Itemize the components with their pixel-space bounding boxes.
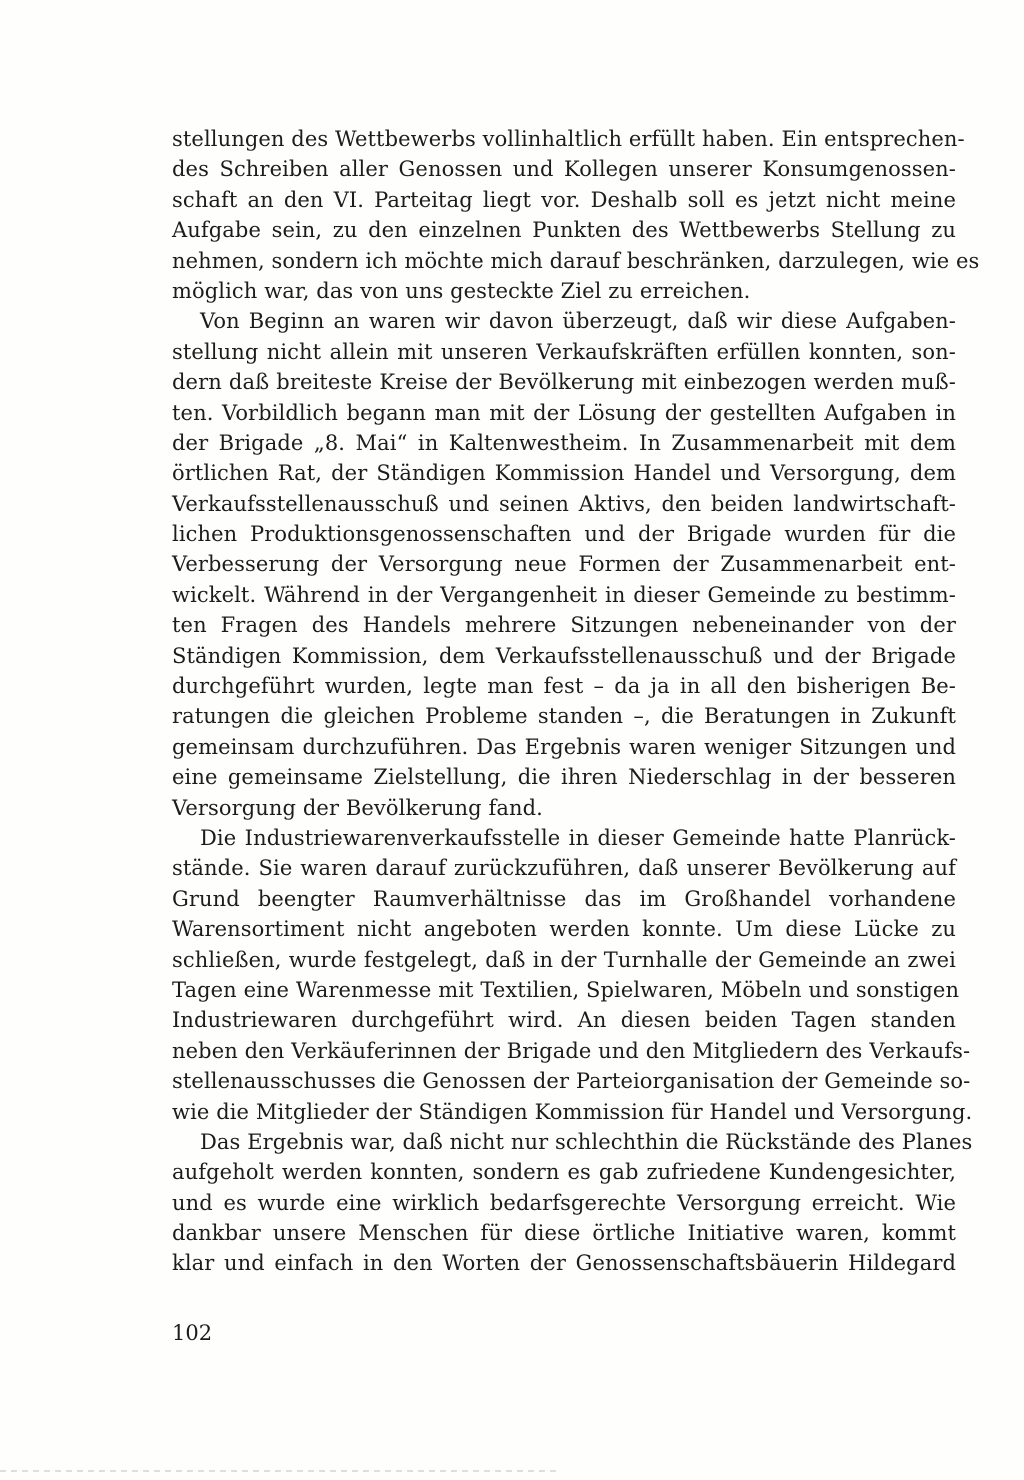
- paragraph: [172, 823, 973, 1127]
- text-line: klar und einfach in den Worten der Genossenschaftsbäuerin Hildegard: [172, 1251, 956, 1276]
- text-line: Industriewaren durchgeführt wird. An diesen beiden Tagen standen: [172, 1008, 956, 1033]
- text-line: schaft an den VI. Parteitag liegt vor. Deshalb soll es jetzt nicht meine: [172, 187, 956, 212]
- text-line: Ständigen Kommission, dem Verkaufsstellenausschuß und der Brigade: [172, 643, 956, 668]
- text-line: stände. Sie waren darauf zurückzuführen, daß unserer Bevölkerung auf: [172, 856, 956, 881]
- text-line: Aufgabe sein, zu den einzelnen Punkten des Wettbewerbs Stellung zu: [172, 218, 956, 243]
- text-line: Tagen eine Warenmesse mit Textilien, Spielwaren, Möbeln und sonstigen: [172, 977, 960, 1002]
- text-line: des Schreiben aller Genossen und Kollegen unserer Konsumgenossen-: [172, 157, 956, 182]
- text-line: Versorgung der Bevölkerung fand.: [172, 795, 543, 820]
- text-line: ten Fragen des Handels mehrere Sitzungen nebeneinander von der: [172, 613, 956, 638]
- scan-edge-artifact: [0, 1470, 560, 1472]
- text-line: Das Ergebnis war, daß nicht nur schlechthin die Rückstände des Planes: [200, 1129, 973, 1154]
- text-line: wickelt. Während in der Vergangenheit in dieser Gemeinde zu bestimm-: [172, 582, 956, 607]
- text-line: durchgeführt wurden, legte man fest – da ja in all den bisherigen Be-: [172, 674, 956, 699]
- text-line: wie die Mitglieder der Ständigen Kommission für Handel und Versorgung.: [172, 1099, 973, 1124]
- text-line: und es wurde eine wirklich bedarfsgerechte Versorgung erreicht. Wie: [172, 1190, 956, 1215]
- text-line: gemeinsam durchzuführen. Das Ergebnis waren weniger Sitzungen und: [172, 734, 956, 759]
- text-line: der Brigade „8. Mai“ in Kaltenwestheim. In Zusammenarbeit mit dem: [172, 430, 956, 455]
- text-line: Die Industriewarenverkaufsstelle in dieser Gemeinde hatte Planrück-: [200, 825, 956, 850]
- text-line: ten. Vorbildlich begann man mit der Lösung der gestellten Aufgaben in: [172, 400, 956, 425]
- text-line: eine gemeinsame Zielstellung, die ihren Niederschlag in der besseren: [172, 765, 956, 790]
- text-line: lichen Produktionsgenossenschaften und der Brigade wurden für die: [172, 522, 956, 547]
- text-line: Von Beginn an waren wir davon überzeugt, daß wir diese Aufgaben-: [200, 309, 956, 334]
- text-line: stellenausschusses die Genossen der Parteiorganisation der Gemeinde so-: [172, 1069, 971, 1094]
- text-line: Grund beengter Raumverhältnisse das im Großhandel vorhandene: [172, 886, 956, 911]
- paragraph: [172, 1127, 973, 1279]
- page-number: 102: [172, 1321, 213, 1345]
- text-line: stellung nicht allein mit unseren Verkaufskräften erfüllen konnten, son-: [172, 339, 956, 364]
- text-line: Warensortiment nicht angeboten werden konnte. Um diese Lücke zu: [172, 917, 956, 942]
- text-line: stellungen des Wettbewerbs vollinhaltlich erfüllt haben. Ein entsprechen-: [172, 127, 965, 151]
- paragraph: [172, 306, 956, 823]
- text-line: schließen, wurde festgelegt, daß in der Turnhalle der Gemeinde an zwei: [172, 947, 956, 972]
- text-line: dern daß breiteste Kreise der Bevölkerung mit einbezogen werden muß-: [172, 370, 956, 395]
- text-line: neben den Verkäuferinnen der Brigade und den Mitgliedern des Verkaufs-: [172, 1038, 971, 1063]
- text-line: Verbesserung der Versorgung neue Formen der Zusammenarbeit ent-: [172, 552, 956, 577]
- body-text: [172, 124, 980, 1279]
- text-line: ratungen die gleichen Probleme standen –, die Beratungen in Zukunft: [172, 704, 956, 729]
- paragraph: [172, 124, 980, 306]
- text-line: örtlichen Rat, der Ständigen Kommission Handel und Versorgung, dem: [172, 461, 956, 486]
- text-line: nehmen, sondern ich möchte mich darauf beschränken, darzulegen, wie es: [172, 248, 980, 273]
- text-line: dankbar unsere Menschen für diese örtliche Initiative waren, kommt: [172, 1221, 956, 1246]
- text-line: möglich war, das von uns gesteckte Ziel zu erreichen.: [172, 278, 751, 303]
- text-line: Verkaufsstellenausschuß und seinen Aktivs, den beiden landwirtschaft-: [172, 491, 956, 516]
- text-line: aufgeholt werden konnten, sondern es gab zufriedene Kundengesichter,: [172, 1160, 956, 1185]
